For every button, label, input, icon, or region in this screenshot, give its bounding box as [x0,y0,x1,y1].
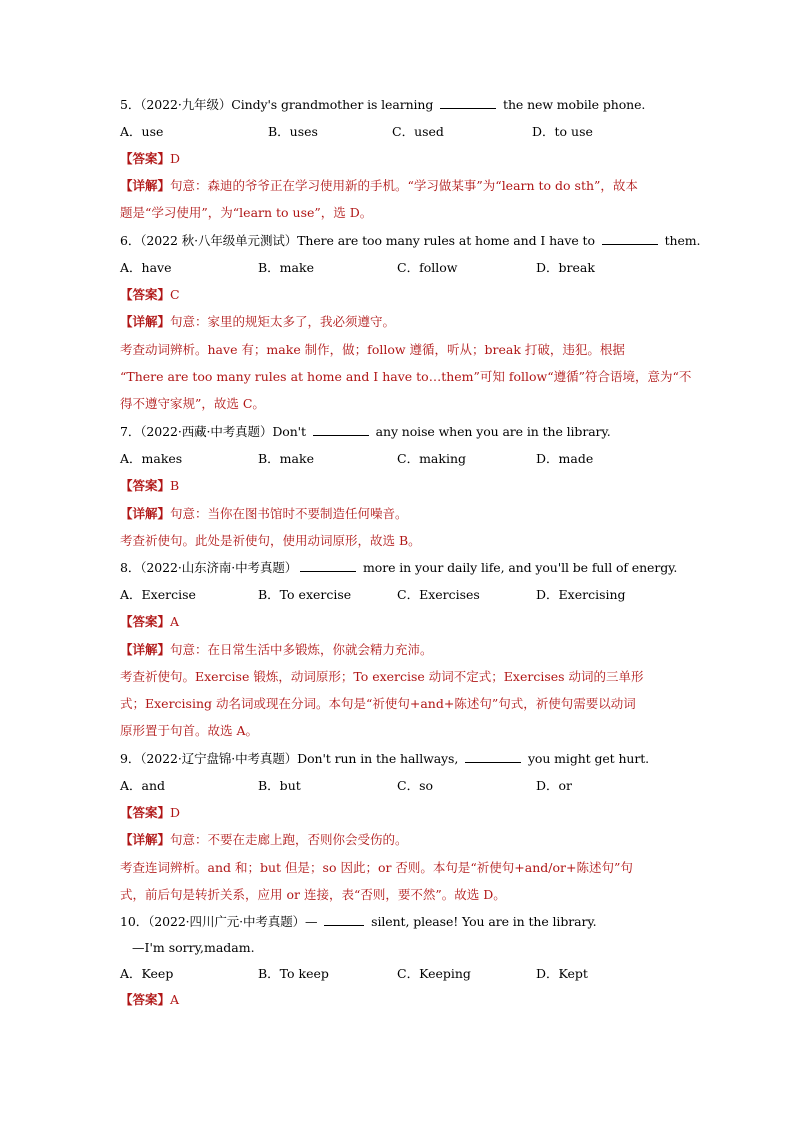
question-9-detail-line-3: 式，前后句是转折关系，应用 or 连接，表“否则，要不然”。故选 D。 [120,887,506,902]
question-8-stem-post: more in your daily life, and you'll be full of energy. [359,560,678,575]
question-10-stem-post: silent, please! You are in the library. [367,914,597,929]
question-8-answer [120,613,179,631]
answer-value: B [170,478,180,493]
question-9-detail-line-2: 考查连词辨析。and 和；but 但是；so 因此；or 否则。本句是“祈使句+and/or+陈述句”句 [120,860,633,875]
question-7-stem [120,423,611,441]
question-8-option-a: A．Exercise [120,587,196,602]
answer-tag: 【答案】 [120,992,171,1007]
answer-tag: 【答案】 [120,614,171,629]
question-9-detail-line-1 [120,831,408,849]
question-6-stem-post: them. [660,233,701,248]
question-10-option-b: B．To keep [258,966,329,981]
answer-tag: 【答案】 [120,805,171,820]
question-5-stem [120,96,645,114]
question-5-stem-post: the new mobile phone. [499,97,646,112]
detail-tag: 【详解】 [120,314,171,329]
question-7-option-a: A．makes [120,451,183,466]
question-9-option-c: C．so [397,778,434,793]
detail-tag: 【详解】 [120,506,171,521]
answer-blank [465,750,521,763]
answer-blank [324,913,364,926]
question-8-detail-line-3: 式；Exercising 动名词或现在分词。本句是“祈使句+and+陈述句”句式，祈使句需要以动词 [120,696,636,711]
answer-tag: 【答案】 [120,478,171,493]
answer-value: A [170,992,180,1007]
question-5-stem-pre: 5．（2022·九年级）Cindy's grandmother is learning [120,97,438,112]
question-6-answer [120,286,180,304]
answer-value: D [170,805,181,820]
question-8-detail-line-1 [120,641,433,659]
question-7-answer [120,477,179,495]
question-7-option-b: B．make [258,451,314,466]
question-7-stem-pre: 7．（2022·西藏·中考真题）Don't [120,424,310,439]
question-6-detail-line-4: 得不遵守家规”，故选 C。 [120,396,265,411]
question-5-option-b: B．uses [268,124,318,139]
question-10-option-d: D．Kept [536,966,588,981]
answer-value: C [170,287,180,302]
detail-tag: 【详解】 [120,178,171,193]
question-9-option-a: A．and [120,778,166,793]
question-10-stem-pre: 10．（2022·四川广元·中考真题）— [120,914,322,929]
question-8-detail-line-4: 原形置于句首。故选 A。 [120,723,259,738]
question-9-stem-pre: 9．（2022·辽宁盘锦·中考真题）Don't run in the hallways, [120,751,463,766]
detail-tag: 【详解】 [120,642,171,657]
question-6-stem-pre: 6．（2022 秋·八年级单元测试）There are too many rules at home and I have to [120,233,599,248]
answer-tag: 【答案】 [120,287,171,302]
question-8-option-d: D．Exercising [536,587,626,602]
answer-value: D [170,151,181,166]
question-8-stem-pre: 8．（2022·山东济南·中考真题） [120,560,298,575]
question-7-stem-post: any noise when you are in the library. [371,424,611,439]
question-6-stem [120,232,700,250]
question-9-stem-post: you might get hurt. [524,751,650,766]
question-5-detail-line-1 [120,177,638,195]
question-8-detail-line-2: 考查祈使句。Exercise 锻炼，动词原形；To exercise 动词不定式；Exercises 动词的三单形 [120,669,644,684]
question-6-detail-line-3: “There are too many rules at home and I have to…them”可知 follow“遵循”符合语境，意为“不 [120,369,692,384]
detail-tag: 【详解】 [120,832,171,847]
answer-blank [602,232,658,245]
answer-tag: 【答案】 [120,151,171,166]
question-7-detail-line-2: 考查祈使句。此处是祈使句，使用动词原形，故选 B。 [120,533,421,548]
detail-text: 句意：家里的规矩太多了，我必须遵守。 [170,314,396,329]
detail-text: 句意：在日常生活中多锻炼，你就会精力充沛。 [170,642,433,657]
question-8-option-c: C．Exercises [397,587,480,602]
detail-text: 句意：森迪的爷爷正在学习使用新的手机。“学习做某事”为“learn to do sth”，故本 [170,178,638,193]
detail-text: 句意：不要在走廊上跑，否则你会受伤的。 [170,832,408,847]
question-10-option-c: C．Keeping [397,966,471,981]
question-6-option-a: A．have [120,260,172,275]
question-9-answer [120,804,180,822]
question-8-option-b: B．To exercise [258,587,352,602]
question-6-detail-line-2: 考查动词辨析。have 有；make 制作，做；follow 遵循，听从；break 打破，违犯。根据 [120,342,625,357]
answer-value: A [170,614,180,629]
question-5-option-a: A．use [120,124,164,139]
question-5-answer [120,150,180,168]
question-6-option-b: B．make [258,260,314,275]
question-6-option-d: D．break [536,260,595,275]
question-7-detail-line-1 [120,505,408,523]
question-9-stem [120,750,649,768]
answer-blank [440,96,496,109]
question-10-stem [120,913,597,931]
question-8-stem [120,559,677,577]
question-7-option-c: C．making [397,451,466,466]
question-10-option-a: A．Keep [120,966,174,981]
answer-blank [300,559,356,572]
question-9-option-b: B．but [258,778,301,793]
detail-text: 句意：当你在图书馆时不要制造任何噪音。 [170,506,408,521]
question-6-option-c: C．follow [397,260,458,275]
question-7-option-d: D．made [536,451,594,466]
answer-blank [313,423,369,436]
question-6-detail-line-1 [120,313,395,331]
question-9-option-d: D．or [536,778,573,793]
question-10-stem-line-2: —I'm sorry,madam. [132,940,255,955]
question-5-detail-line-2: 题是“学习使用”，为“learn to use”，选 D。 [120,205,373,220]
question-10-answer [120,991,179,1009]
question-5-option-d: D．to use [532,124,593,139]
question-5-option-c: C．used [392,124,444,139]
